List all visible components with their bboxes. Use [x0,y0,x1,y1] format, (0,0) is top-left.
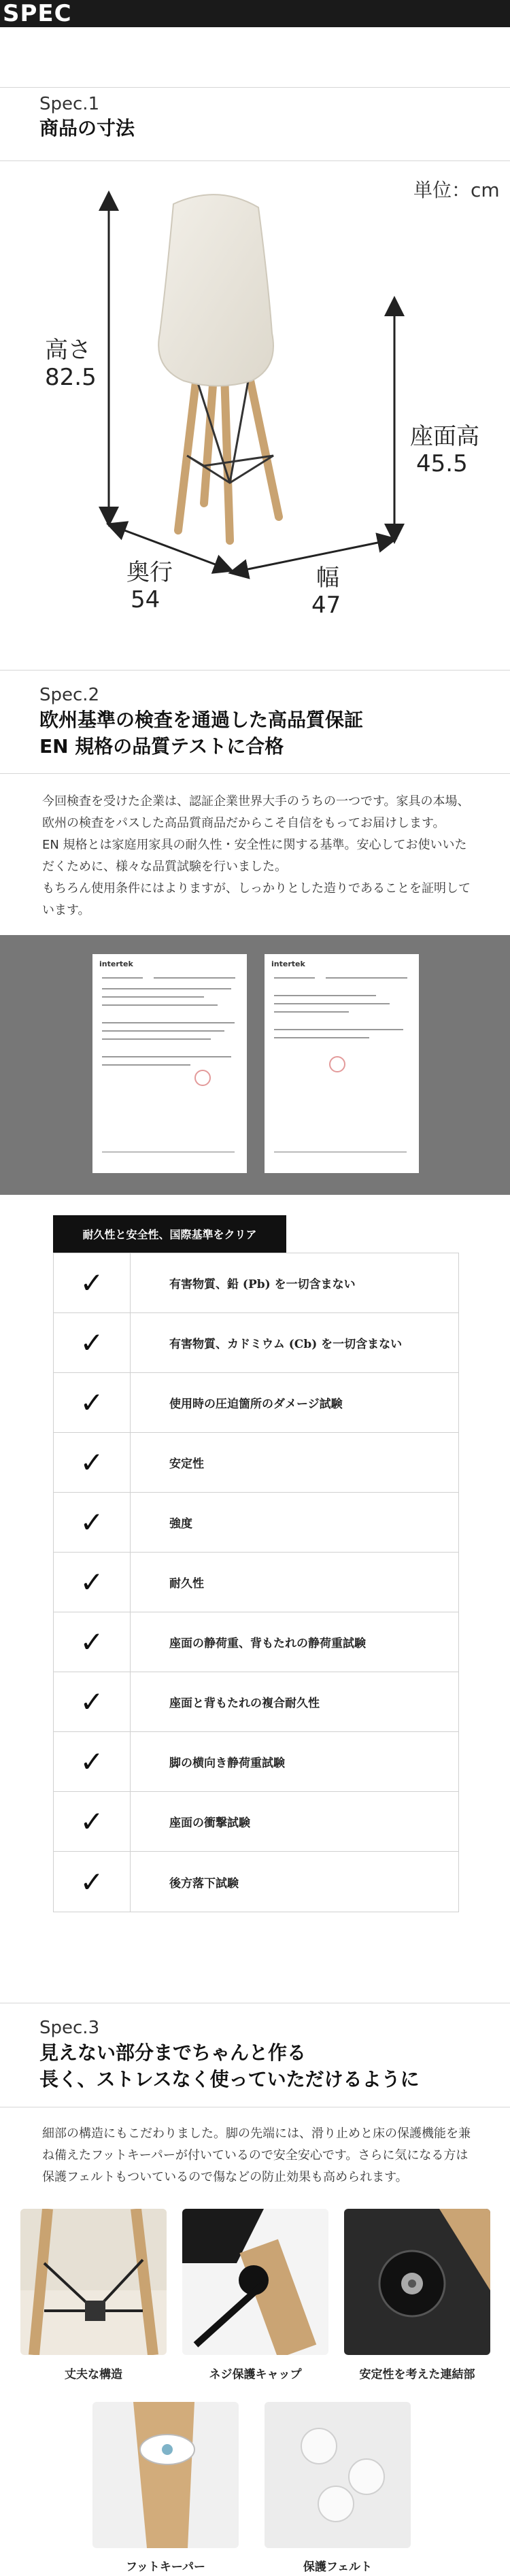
certificate-doc-1 [92,954,247,1173]
divider [0,670,510,671]
checklist-title: 耐久性と安全性、国際基準をクリア [53,1215,286,1253]
spec2-body [42,791,477,921]
height-value: 82.5 [45,364,97,391]
checklist-table [53,1253,459,1912]
checklist-row [54,1672,458,1732]
checklist-row [54,1553,458,1612]
check-icon: ✓ [54,1852,131,1912]
chair-legs [178,367,279,541]
checklist-row [54,1373,458,1433]
chair-dimension-diagram [0,163,510,639]
body-line: 保護フェルトもついているので傷などの防止効果も高められます。 [42,2170,408,2184]
check-icon: ✓ [54,1373,131,1432]
photo-screw-cap [182,2209,328,2355]
body-line: ね備えたフットキーパーが付いているので安全安心です。さらに気になる方は [42,2148,469,2163]
spec3-body [42,2123,477,2188]
spec3-title-line1: 見えない部分までちゃんと作る [39,2041,307,2064]
caption-sturdy: 丈夫な構造 [65,2368,122,2382]
spec2-label: Spec.2 [39,685,100,705]
spec-header-title: SPEC [3,0,72,27]
intertek-logo: intertek [271,960,305,968]
photo-felt-pads [265,2402,411,2548]
spec2-title-line2: EN 規格の品質テストに合格 [39,735,284,758]
check-text: 座面と背もたれの複合耐久性 [169,1697,320,1710]
body-line: もちろん使用条件にはよりますが、しっかりとした造りであることを証明して [42,881,471,896]
check-icon: ✓ [54,1672,131,1731]
body-line: EN 規格とは家庭用家具の耐久性・安全性に関する基準。安心してお使いいた [42,838,467,852]
check-text: 後方落下試験 [169,1876,239,1891]
photo-connector [344,2209,490,2355]
photo-foot-keeper [92,2402,239,2548]
body-line: だくために、様々な品質試験を行いました。 [42,860,287,874]
checklist-row [54,1253,458,1313]
checklist-row [54,1852,458,1912]
checklist-row [54,1433,458,1493]
caption-foot-keeper: フットキーパー [126,2560,205,2574]
width-value: 47 [311,592,341,619]
body-line: います。 [42,903,90,917]
seat-height-value: 45.5 [416,450,468,477]
check-text: 有害物質、カドミウム (Cb) を一切含まない [169,1338,403,1351]
check-icon: ✓ [54,1253,131,1312]
check-icon: ✓ [54,1313,131,1372]
seat-height-label: 座面高 [410,423,479,450]
divider [0,773,510,774]
check-icon: ✓ [54,1792,131,1851]
divider [0,160,510,161]
check-text: 安定性 [169,1457,204,1471]
check-icon: ✓ [54,1493,131,1552]
spec3-title-line2: 長く、ストレスなく使っていただけるように [39,2068,420,2090]
check-text: 耐久性 [169,1577,204,1591]
divider [0,87,510,88]
check-text: 脚の横向き静荷重試験 [169,1757,285,1770]
check-text: 使用時の圧迫箇所のダメージ試験 [169,1397,343,1411]
spec-header [0,0,510,27]
check-text: 座面の静荷重、背もたれの静荷重試験 [169,1637,366,1650]
caption-connector: 安定性を考えた連結部 [359,2368,475,2382]
check-icon: ✓ [54,1433,131,1492]
depth-label: 奥行 [126,559,173,586]
body-line: 細部の構造にもこだわりました。脚の先端には、滑り止めと床の保護機能を兼 [42,2126,471,2141]
checklist-row [54,1612,458,1672]
check-icon: ✓ [54,1612,131,1672]
caption-felt: 保護フェルト [303,2560,373,2574]
checklist-row [54,1792,458,1852]
checklist-row [54,1732,458,1792]
check-text: 座面の衝撃試験 [169,1816,250,1830]
spec1-title: 商品の寸法 [39,117,135,139]
check-text: 有害物質、鉛 (Pb) を一切含まない [169,1278,356,1291]
check-text: 強度 [169,1517,192,1531]
certificate-band [0,935,510,1195]
stamp-icon [194,1070,211,1086]
intertek-logo: intertek [99,960,133,968]
width-label: 幅 [316,564,339,592]
caption-screw-cap: ネジ保護キャップ [209,2368,302,2382]
spec2-title-line1: 欧州基準の検査を通過した高品質保証 [39,709,364,731]
checklist-row [54,1313,458,1373]
body-line: 今回検査を受けた企業は、認証企業世界大手のうちの一つです。家具の本場、 [42,794,470,809]
height-label: 高さ [45,337,91,364]
chair-shell [158,194,273,386]
width-arrow [238,541,388,571]
check-icon: ✓ [54,1732,131,1791]
checklist-row [54,1493,458,1553]
spec1-label: Spec.1 [39,94,100,114]
spec3-label: Spec.3 [39,2018,100,2038]
photo-sturdy-structure [20,2209,167,2355]
stamp-icon [329,1056,345,1072]
check-icon: ✓ [54,1553,131,1612]
certificate-doc-2 [265,954,419,1173]
depth-value: 54 [131,586,160,613]
unit-label: 単位：cm [413,179,500,201]
body-line: 欧州の検査をパスした高品質商品だからこそ自信をもってお届けします。 [42,816,445,830]
